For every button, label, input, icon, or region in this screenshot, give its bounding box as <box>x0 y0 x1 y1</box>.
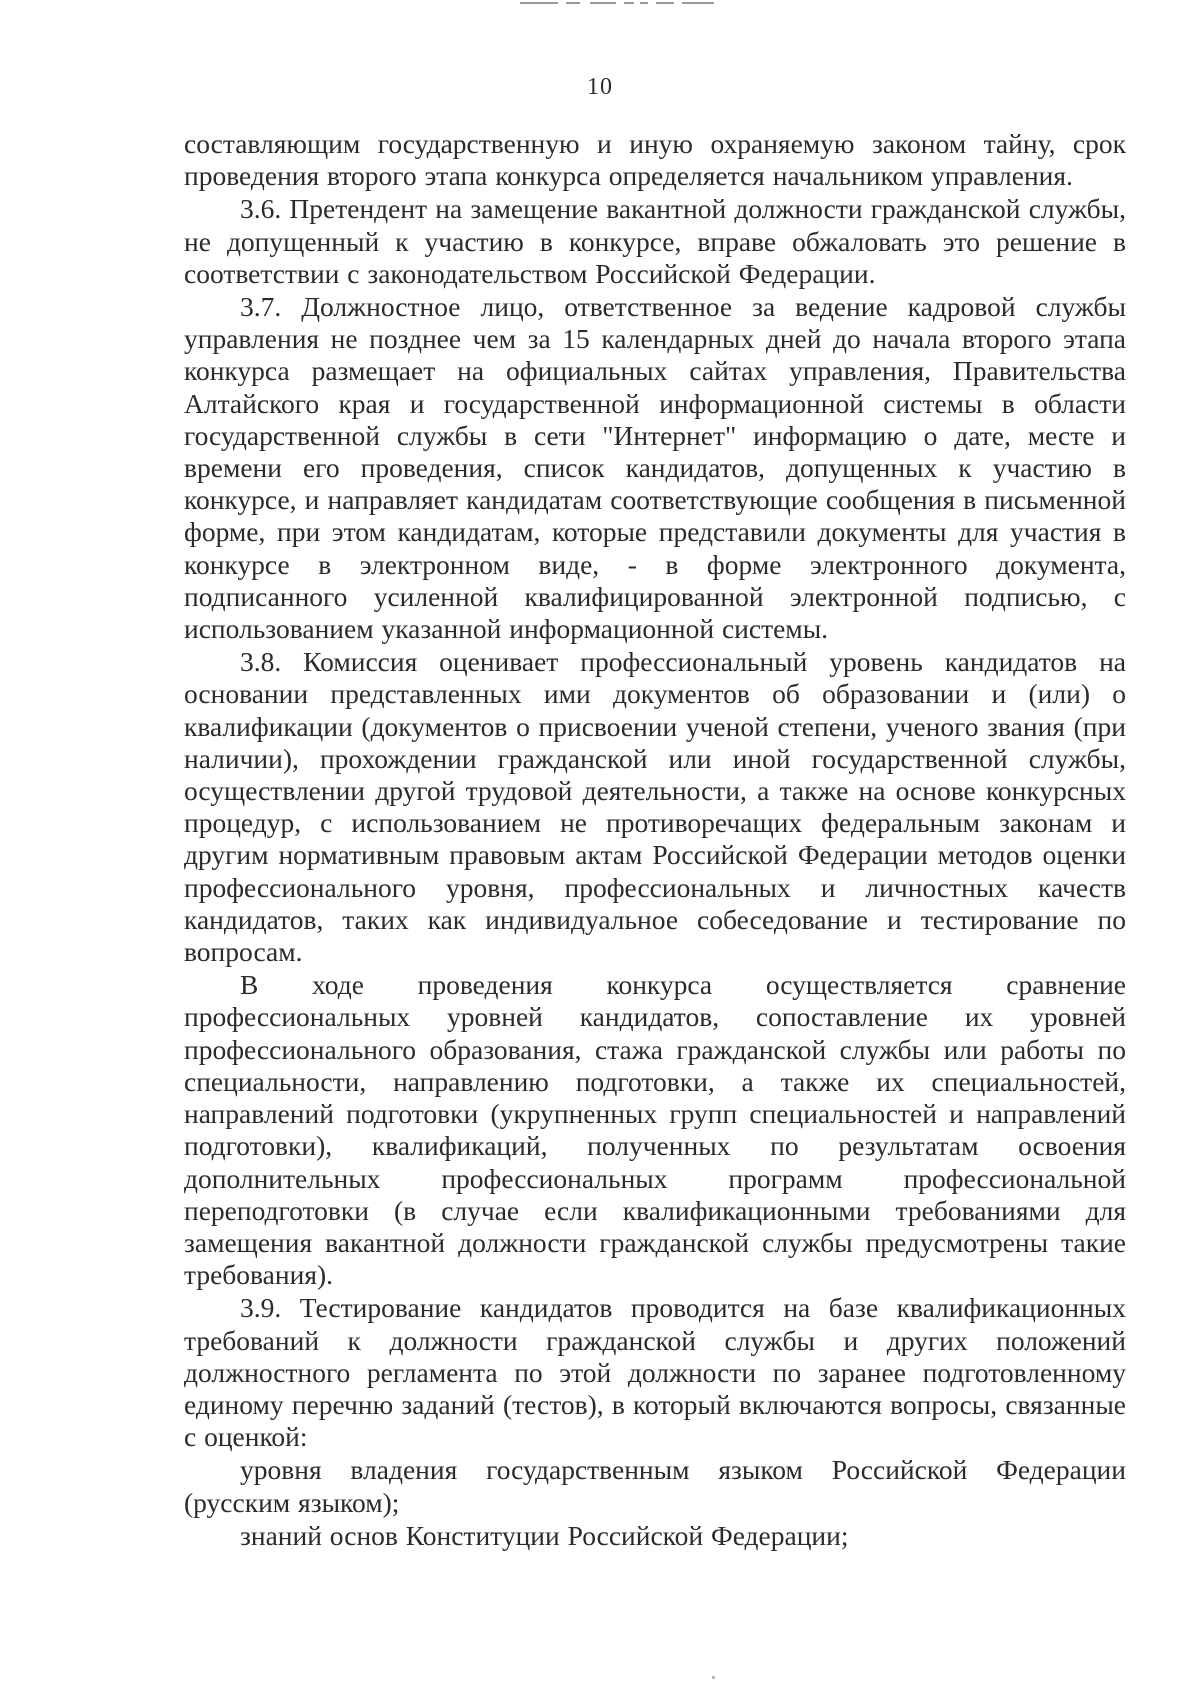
paragraph-comparison: В ходе проведения конкурса осуществляется сравнение профессиональных уровней кандидатов, сопоставление их уровней профессионального образования, стажа гражданской службы или работы по специальности, направлению подготовки, а также их специальностей, направлений подготовки (укрупненных групп специальностей и направлений подготовки), квалификаций, полученных по результатам освоения дополнительных профессиональных программ профессиональной переподготовки (в случае если квалификационными требованиями для замещения вакантной должности гражданской службы предусмотрены такие требования). <box>184 969 1126 1291</box>
scan-speck <box>712 1676 715 1679</box>
paragraph-3-8: 3.8. Комиссия оценивает профессиональный уровень кандидатов на основании представленных ими документов об образовании и (или) о квалификации (документов о присвоении ученой степени, ученого звания (при наличии), прохождении гражданской или иной государственной службы, осуществлении другой трудовой деятельности, а также на основе конкурсных процедур, с использованием не противоречащих федеральным законам и другим нормативным правовым актам Российской Федерации методов оценки профессионального уровня, профессиональных и личностных качеств кандидатов, таких как индивидуальное собеседование и тестирование по вопросам. <box>184 646 1126 968</box>
list-item-constitution: знаний основ Конституции Российской Федерации; <box>240 1519 849 1551</box>
list-item-language: уровня владения государственным языком Российской Федерации (русским языком); <box>184 1454 1126 1518</box>
paragraph-continuation: составляющим государственную и иную охраняемую законом тайну, срок проведения второго этапа конкурса определяется начальником управления. <box>184 128 1126 192</box>
scan-edge-marks <box>520 0 720 6</box>
paragraph-3-6: 3.6. Претендент на замещение вакантной должности гражданской службы, не допущенный к участию в конкурсе, вправе обжаловать это решение в соответствии с законодательством Российской Федерации. <box>184 193 1126 289</box>
document-body <box>184 128 1126 1552</box>
paragraph-3-9: 3.9. Тестирование кандидатов проводится на базе квалификационных требований к должности гражданской службы и других положений должностного регламента по этой должности по заранее подготовленному единому перечню заданий (тестов), в который включаются вопросы, связанные с оценкой: <box>184 1292 1126 1453</box>
paragraph-3-7: 3.7. Должностное лицо, ответственное за ведение кадровой службы управления не позднее чем за 15 календарных дней до начала второго этапа конкурса размещает на официальных сайтах управления, Правительства Алтайского края и государственной информационной системы в области государственной службы в сети "Интернет" информацию о дате, месте и времени его проведения, список кандидатов, допущенных к участию в конкурсе, и направляет кандидатам соответствующие сообщения в письменной форме, при этом кандидатам, которые представили документы для участия в конкурсе в электронном виде, - в форме электронного документа, подписанного усиленной квалифицированной электронной подписью, с использованием указанной информационной системы. <box>184 291 1126 645</box>
page-number: 10 <box>587 74 613 100</box>
